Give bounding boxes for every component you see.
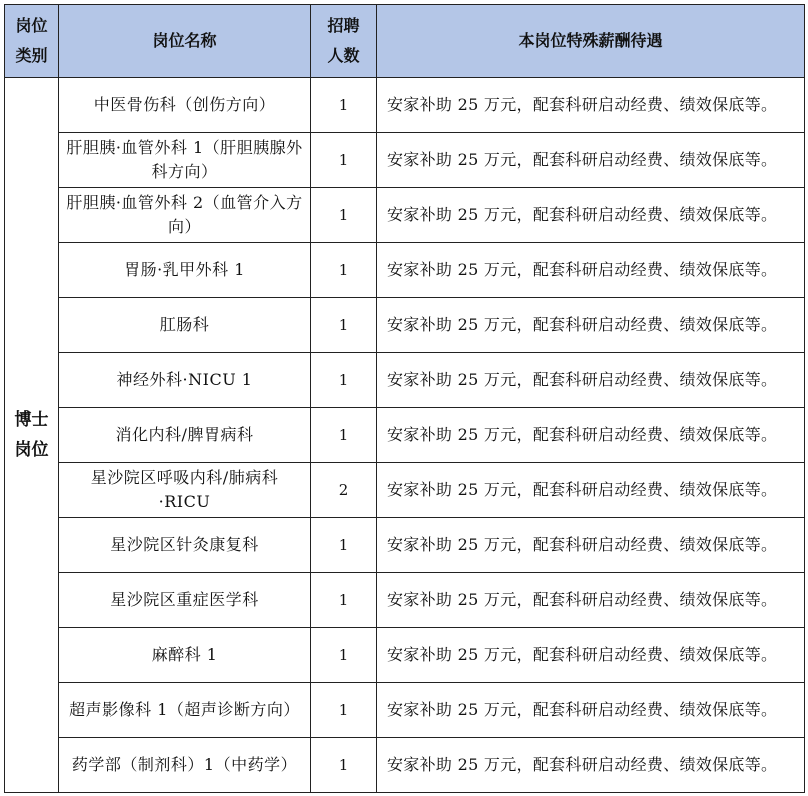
benefit-cell: 安家补助 25 万元，配套科研启动经费、绩效保底等。	[377, 518, 805, 573]
benefit-cell: 安家补助 25 万元，配套科研启动经费、绩效保底等。	[377, 188, 805, 243]
position-cell: 超声影像科 1（超声诊断方向）	[59, 683, 311, 738]
table-row	[5, 463, 805, 518]
count-cell: 1	[311, 573, 377, 628]
position-cell: 麻醉科 1	[59, 628, 311, 683]
table-row	[5, 573, 805, 628]
position-cell: 肛肠科	[59, 298, 311, 353]
table-row	[5, 243, 805, 298]
table-row	[5, 518, 805, 573]
count-cell: 1	[311, 683, 377, 738]
category-cell	[5, 78, 59, 793]
benefit-cell: 安家补助 25 万元，配套科研启动经费、绩效保底等。	[377, 353, 805, 408]
position-cell: 星沙院区针灸康复科	[59, 518, 311, 573]
table-row	[5, 408, 805, 463]
benefit-cell: 安家补助 25 万元，配套科研启动经费、绩效保底等。	[377, 133, 805, 188]
table-row	[5, 683, 805, 738]
position-cell: 消化内科/脾胃病科	[59, 408, 311, 463]
benefit-cell: 安家补助 25 万元，配套科研启动经费、绩效保底等。	[377, 573, 805, 628]
benefit-cell: 安家补助 25 万元，配套科研启动经费、绩效保底等。	[377, 298, 805, 353]
benefit-cell: 安家补助 25 万元，配套科研启动经费、绩效保底等。	[377, 408, 805, 463]
count-cell: 1	[311, 133, 377, 188]
recruitment-table	[4, 4, 805, 793]
benefit-cell: 安家补助 25 万元，配套科研启动经费、绩效保底等。	[377, 683, 805, 738]
position-cell: 星沙院区呼吸内科/肺病科·RICU	[59, 463, 311, 518]
header-position: 岗位名称	[59, 5, 311, 78]
count-cell: 1	[311, 243, 377, 298]
category-text: 博士岗位	[14, 410, 49, 460]
position-cell: 星沙院区重症医学科	[59, 573, 311, 628]
position-cell: 肝胆胰·血管外科 2（血管介入方向）	[59, 188, 311, 243]
count-cell: 1	[311, 188, 377, 243]
position-cell: 肝胆胰·血管外科 1（肝胆胰腺外科方向）	[59, 133, 311, 188]
table-row	[5, 353, 805, 408]
header-count	[311, 5, 377, 78]
header-count-text: 招聘人数	[327, 16, 360, 65]
count-cell: 1	[311, 78, 377, 133]
table-row	[5, 133, 805, 188]
count-cell: 1	[311, 628, 377, 683]
benefit-cell: 安家补助 25 万元，配套科研启动经费、绩效保底等。	[377, 463, 805, 518]
count-cell: 1	[311, 408, 377, 463]
count-cell: 1	[311, 353, 377, 408]
header-category-text: 岗位类别	[15, 16, 48, 65]
benefit-cell: 安家补助 25 万元，配套科研启动经费、绩效保底等。	[377, 628, 805, 683]
table-row	[5, 628, 805, 683]
position-cell: 药学部（制剂科）1（中药学）	[59, 738, 311, 793]
position-cell: 中医骨伤科（创伤方向）	[59, 78, 311, 133]
benefit-cell: 安家补助 25 万元，配套科研启动经费、绩效保底等。	[377, 78, 805, 133]
count-cell: 2	[311, 463, 377, 518]
header-row	[5, 5, 805, 78]
position-cell: 胃肠·乳甲外科 1	[59, 243, 311, 298]
count-cell: 1	[311, 738, 377, 793]
table-row	[5, 188, 805, 243]
header-benefit: 本岗位特殊薪酬待遇	[377, 5, 805, 78]
table-row	[5, 78, 805, 133]
position-cell: 神经外科·NICU 1	[59, 353, 311, 408]
benefit-cell: 安家补助 25 万元，配套科研启动经费、绩效保底等。	[377, 243, 805, 298]
table-body	[5, 78, 805, 793]
count-cell: 1	[311, 298, 377, 353]
benefit-cell: 安家补助 25 万元，配套科研启动经费、绩效保底等。	[377, 738, 805, 793]
header-category	[5, 5, 59, 78]
count-cell: 1	[311, 518, 377, 573]
table-row	[5, 298, 805, 353]
table-row	[5, 738, 805, 793]
